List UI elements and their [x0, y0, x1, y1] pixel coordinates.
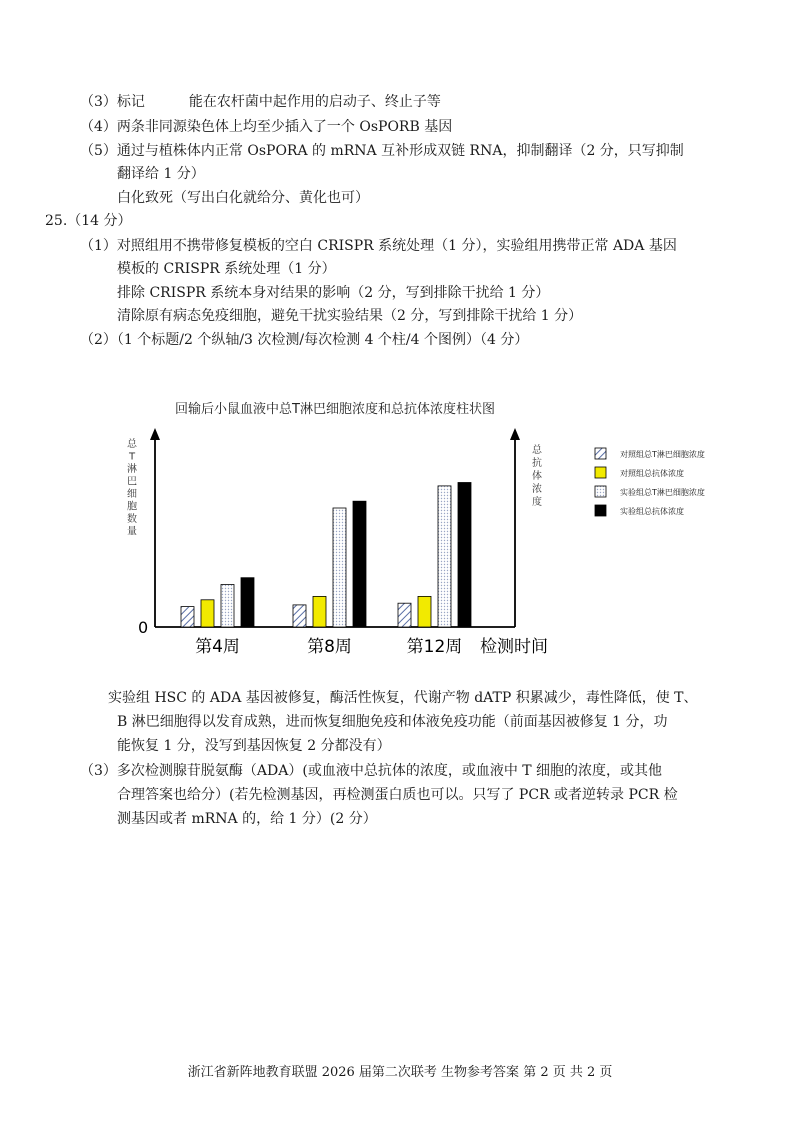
- page-footer: 浙江省新阵地教育联盟 2026 届第二次联考 生物参考答案 第 2 页 共 2 页: [187, 1065, 613, 1080]
- explanation-line-3: 能恢复 1 分，没写到基因恢复 2 分都没有）: [117, 738, 391, 754]
- ylabel-left-char: 淋: [127, 464, 137, 475]
- bar: [241, 578, 254, 627]
- answer-3-number: （3）: [80, 94, 117, 110]
- bar: [353, 501, 366, 627]
- x-tick-label: 第8周: [307, 637, 352, 657]
- ylabel-right-char: 总: [532, 445, 542, 456]
- q25-part2-heading: （2）（1 个标题/2 个纵轴/3 次检测/每次检测 4 个柱/4 个图例）（4 分）: [80, 332, 529, 348]
- ylabel-left-char: 量: [127, 526, 137, 538]
- answer-3-line: [80, 92, 441, 112]
- ylabel-right-char: 浓: [532, 484, 542, 495]
- answer-4-line: （4）两条非同源染色体上均至少插入了一个 OsPORB 基因: [80, 119, 453, 135]
- left-y-axis-label: [127, 437, 138, 538]
- x-tick-label: 第4周: [195, 637, 240, 657]
- bar: [458, 483, 471, 628]
- ylabel-left-char: 总: [127, 439, 137, 450]
- chart-title: 回输后小鼠血液中总T淋巴细胞浓度和总抗体浓度柱状图: [175, 402, 495, 417]
- ylabel-left-char: 数: [127, 514, 137, 525]
- ylabel-left-char: T: [128, 451, 136, 463]
- bar: [221, 585, 234, 628]
- q25-part1-line: （1）对照组用不携带修复模板的空白 CRISPR 系统处理（1 分），实验组用携带正常 ADA 基因: [80, 238, 677, 254]
- legend-swatch: [595, 467, 606, 478]
- answer-5-continuation: 翻译给 1 分）: [117, 166, 205, 182]
- ylabel-left-char: 细: [127, 489, 137, 500]
- legend-label: 实验组总T淋巴细胞浓度: [620, 488, 705, 497]
- question-25-heading: 25.（14 分）: [45, 213, 132, 229]
- bar: [398, 603, 411, 627]
- ylabel-left-char: 胞: [127, 501, 137, 513]
- right-y-axis-label: [532, 443, 543, 508]
- q25-part1-continuation: 模板的 CRISPR 系统处理（1 分）: [117, 261, 336, 277]
- left-y-axis-arrow: [150, 428, 160, 440]
- answer-5-line: （5）通过与植株体内正常 OsPORA 的 mRNA 互补形成双链 RNA，抑制翻译（2 分，只写抑制: [80, 143, 684, 159]
- right-y-axis-arrow: [510, 428, 520, 440]
- legend-label: 对照组总抗体浓度: [620, 469, 684, 478]
- x-tick-label: 第12周: [406, 637, 463, 657]
- q25-part3-continuation-2: 测基因或者 mRNA 的，给 1 分）(2 分）: [117, 811, 377, 827]
- bar: [313, 596, 326, 627]
- bars-group: [181, 483, 471, 628]
- answer-3-part-b: 能在农杆菌中起作用的启动子、终止子等: [188, 94, 441, 110]
- legend-label: 实验组总抗体浓度: [620, 507, 684, 516]
- bar: [418, 596, 431, 627]
- q25-part1-reason-2: 清除原有病态免疫细胞，避免干扰实验结果（2 分，写到排除干扰给 1 分）: [117, 308, 583, 324]
- bar: [181, 607, 194, 627]
- bar: [438, 486, 451, 627]
- ylabel-right-char: 度: [532, 497, 542, 508]
- origin-label: 0: [138, 618, 149, 637]
- legend-swatch: [595, 486, 606, 497]
- x-tick-labels: [195, 637, 462, 657]
- ylabel-left-char: 巴: [127, 476, 137, 488]
- x-axis-label: 检测时间: [480, 637, 548, 657]
- answer-3-part-a: 标记: [116, 94, 145, 110]
- bar: [293, 605, 306, 627]
- explanation-line-2: B 淋巴细胞得以发育成熟，进而恢复细胞免疫和体液免疫功能（前面基因被修复 1 分，功: [117, 714, 668, 730]
- q25-part3-continuation-1: 合理答案也给分）(若先检测基因，再检测蛋白质也可以。只写了 PCR 或者逆转录 PCR 检: [117, 787, 678, 803]
- q25-part1-reason-1: 排除 CRISPR 系统本身对结果的影响（2 分，写到排除干扰给 1 分）: [117, 285, 550, 301]
- answer-5-second: 白化致死（写出白化就给分、黄化也可）: [117, 190, 369, 206]
- ylabel-right-char: 体: [532, 471, 542, 482]
- legend-swatch: [595, 448, 606, 459]
- legend-label: 对照组总T淋巴细胞浓度: [620, 450, 705, 459]
- bar: [201, 600, 214, 627]
- bar-chart: [110, 395, 730, 675]
- legend-swatch: [595, 505, 606, 516]
- explanation-line-1: 实验组 HSC 的 ADA 基因被修复，酶活性恢复，代谢产物 dATP 积累减少，毒性降低，使 T、: [108, 690, 698, 706]
- legend: [595, 448, 705, 516]
- ylabel-right-char: 抗: [532, 458, 542, 469]
- bar: [333, 508, 346, 627]
- q25-part3-line: （3）多次检测腺苷脱氨酶（ADA）(或血液中总抗体的浓度，或血液中 T 细胞的浓度，或其他: [80, 763, 663, 779]
